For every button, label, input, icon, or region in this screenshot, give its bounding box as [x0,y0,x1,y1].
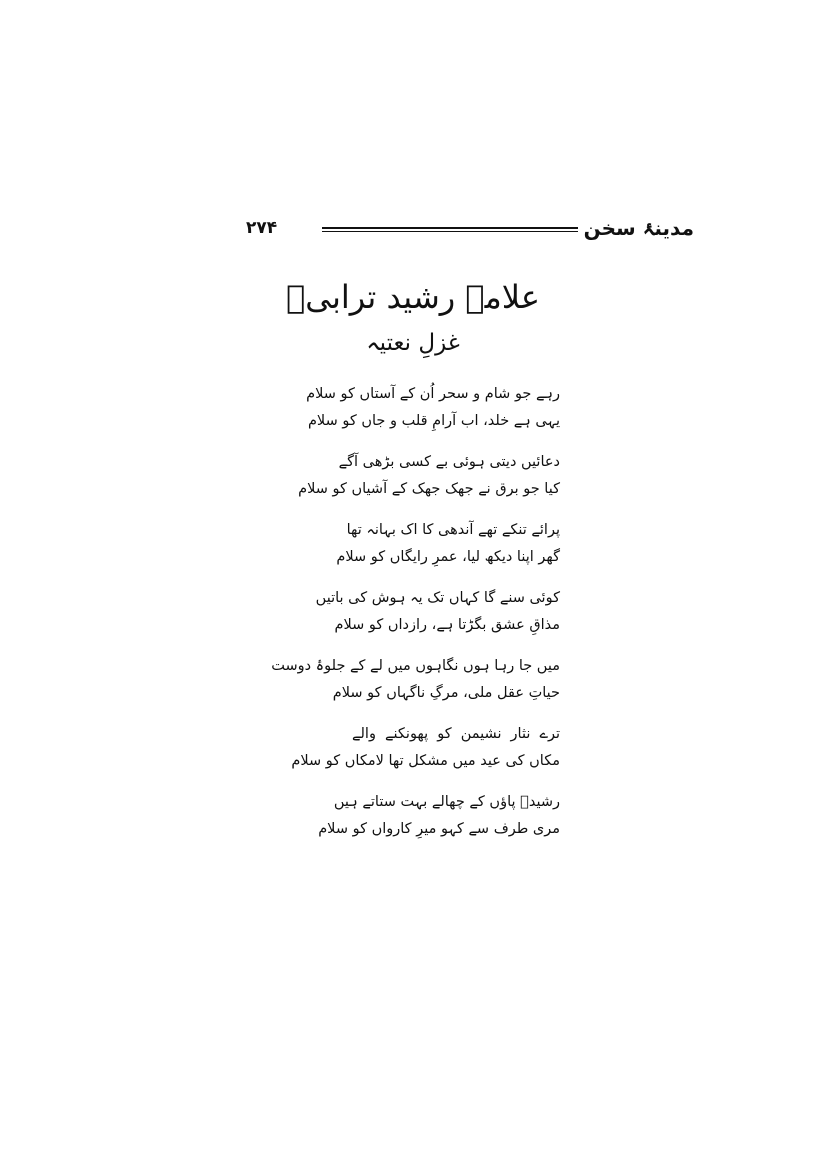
poem-body [271,384,560,860]
verse-line: کوئی سنے گا کہاں تک یہ ہوش کی باتیں [315,590,560,606]
couplet-3 [336,520,560,574]
verse-line: دعائیں دیتی ہوئی بے کسی بڑھی آگے [338,454,560,470]
verse-line: میں جا رہا ہوں نگاہوں میں لے کے جلوۂ دوست [271,658,560,674]
page-number: ۲۷۴ [246,218,278,238]
verse-line: مکاں کی عید میں مشکل تھا لامکاں کو سلام [291,753,560,769]
verse-line: مری طرف سے کہو میرِ کارواں کو سلام [318,821,560,837]
verse-line: ترے نثار نشیمن کو پھونکنے والے [352,726,560,742]
couplet-7 [318,792,560,846]
verse-line: حیاتِ عقل ملی، مرگِ ناگہاں کو سلام [332,685,560,701]
poet-name: علامہ رشید ترابیؒ [286,278,540,316]
verse-line: پرائے تنکے تھے آندھی کا اک بہانہ تھا [346,522,560,538]
couplet-4 [315,588,560,642]
couplet-2 [298,452,560,506]
verse-line: رشیدؔ پاؤں کے چھالے بہت ستاتے ہیں [333,794,560,810]
couplet-6 [291,724,560,778]
book-title: مدینۂ سخن [583,216,694,240]
verse-line: رہے جو شام و سحر اُن کے آستاں کو سلام [306,386,560,402]
page-header [0,212,826,252]
verse-line: کیا جو برق نے جھک جھک کے آشیاں کو سلام [298,481,560,497]
poem-type: غزلِ نعتیہ [366,330,460,356]
couplet-5 [271,656,560,710]
couplet-1 [306,384,560,438]
verse-line: مذاقِ عشق بگڑتا ہے، رازداں کو سلام [334,617,560,633]
header-rule [322,227,578,232]
verse-line: یہی ہے خلد، اب آرامِ قلب و جاں کو سلام [307,413,560,429]
verse-line: گھر اپنا دیکھ لیا، عمرِ رایگاں کو سلام [336,549,560,565]
